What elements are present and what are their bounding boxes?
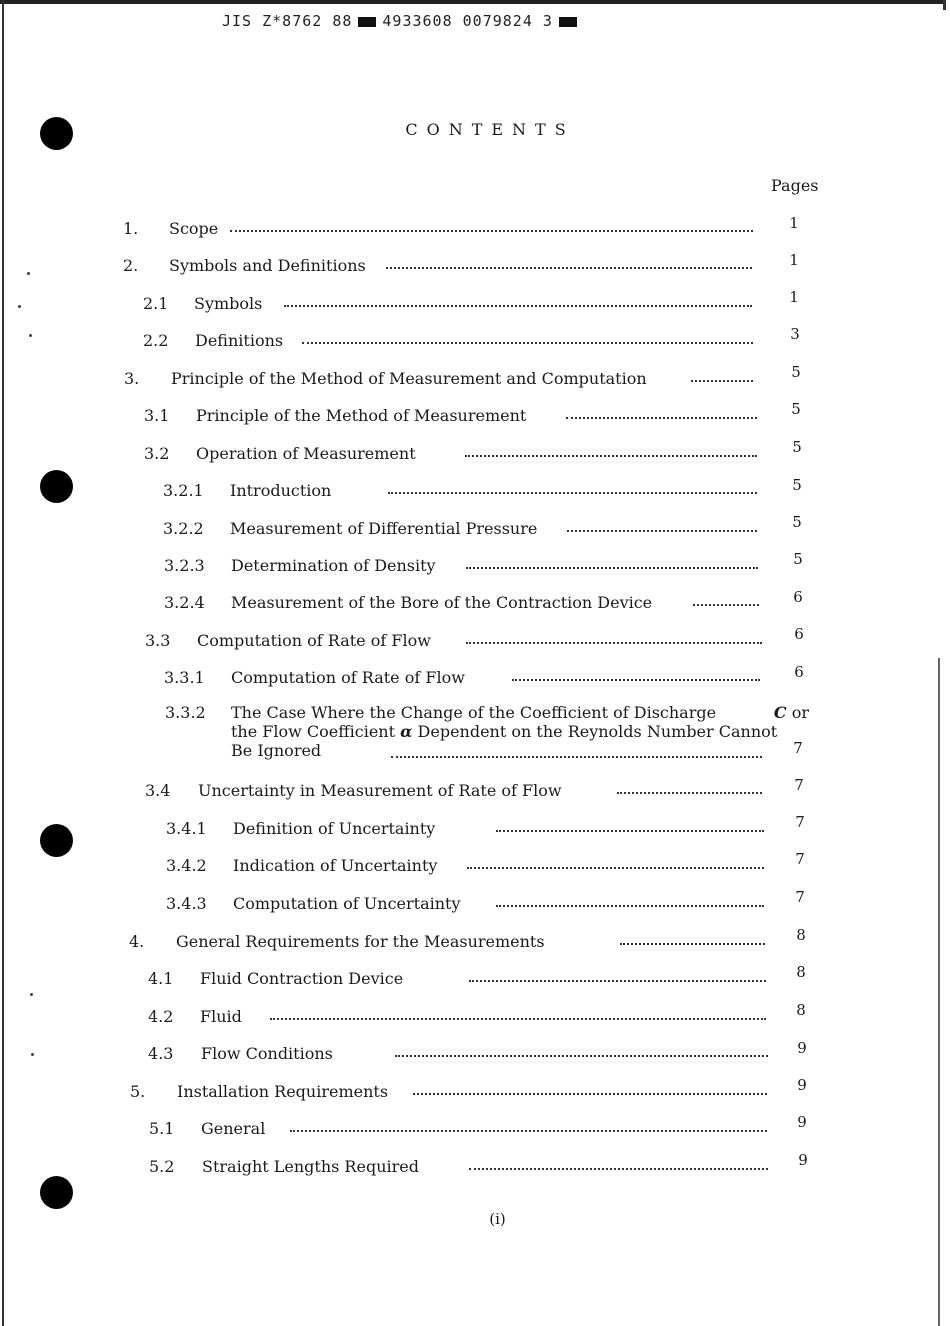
toc-label-part: Be Ignored [231,741,322,760]
leader-dots [465,439,757,463]
toc-label: Fluid [200,1007,242,1026]
toc-entry [144,439,416,463]
toc-number: 1. [123,219,139,238]
toc-entry [144,401,526,425]
toc-page-number: 8 [796,963,806,981]
page-title: CONTENTS [405,120,575,139]
leader-dots [230,214,753,238]
leader-dots [566,401,757,425]
toc-entry [163,514,537,538]
toc-page-number: 5 [792,438,802,456]
toc-number: 3.4.3 [166,894,207,913]
toc-number: 2. [123,256,139,275]
toc-entry [149,1114,265,1138]
toc-page-number: 1 [789,251,799,269]
leader-dots [620,927,765,951]
toc-page-number: 8 [796,926,806,944]
toc-number: 3.4 [145,781,171,800]
toc-label-part: or [791,703,809,722]
toc-page-number: 5 [792,476,802,494]
page-edge-top [0,0,946,4]
toc-number: 5.1 [149,1119,175,1138]
toc-label: General [201,1119,266,1138]
toc-page-number: 6 [794,625,804,643]
scan-speck [31,1053,34,1056]
header-code [222,12,583,30]
toc-entry [164,551,436,575]
symbol-alpha: α [400,722,413,741]
leader-dots [467,851,764,875]
leader-dots [466,551,758,575]
toc-number: 3.2.2 [163,519,204,538]
punch-hole [40,470,73,503]
scan-speck [30,993,33,996]
toc-page-number: 5 [793,550,803,568]
leader-dots [302,326,753,350]
toc-page-number: 3 [790,325,800,343]
leader-dots [270,1002,766,1026]
leader-dots [284,289,752,313]
toc-page-number: 6 [793,588,803,606]
toc-label-part: the Flow Coefficient [231,722,396,741]
toc-label: Operation of Measurement [196,444,416,463]
leader-dots [693,588,759,612]
toc-number: 3.2.1 [163,481,204,500]
toc-page-number: 7 [795,850,805,868]
toc-page-number: 9 [797,1076,807,1094]
toc-entry [164,663,465,687]
toc-number: 3.1 [144,406,170,425]
punch-hole [40,1176,73,1209]
toc-number: 3.2 [144,444,170,463]
pages-column-label: Pages [771,176,819,195]
toc-page-number: 5 [791,400,801,418]
toc-page-number: 9 [798,1151,808,1169]
header-block-mark [559,17,577,27]
toc-label: Definition of Uncertainty [233,819,436,838]
toc-page-number: 7 [794,776,804,794]
leader-dots [617,776,762,800]
toc-label-part: Dependent on the Reynolds Number Cannot [417,722,778,741]
toc-label: Introduction [230,481,332,500]
toc-page-number: 9 [797,1113,807,1131]
toc-label: Fluid Contraction Device [200,969,404,988]
toc-entry [166,814,435,838]
toc-entry [145,626,431,650]
page-edge-right [943,0,946,10]
toc-label: Definitions [195,331,284,350]
toc-page-number: 5 [792,513,802,531]
toc-page-number: 9 [797,1039,807,1057]
toc-label: Uncertainty in Measurement of Rate of Flow [198,781,562,800]
leader-dots [413,1077,767,1101]
toc-number: 3.2.4 [164,593,205,612]
toc-label: Straight Lengths Required [202,1157,419,1176]
leader-dots [290,1114,767,1138]
toc-label: Determination of Density [231,556,436,575]
toc-entry [123,214,218,238]
toc-entry [145,776,562,800]
page-number-footer: (i) [489,1210,506,1228]
leader-dots [469,964,766,988]
toc-number: 3.4.2 [166,856,207,875]
header-block-mark [358,17,376,27]
toc-entry [166,889,461,913]
punch-hole [40,824,73,857]
toc-entry [149,1152,419,1176]
toc-entry [143,326,283,350]
toc-label: Measurement of the Bore of the Contraction Device [231,593,653,612]
toc-label: Computation of Uncertainty [233,894,461,913]
toc-number: 4.2 [148,1007,174,1026]
toc-label: Flow Conditions [201,1044,333,1063]
toc-number: 3.3 [145,631,171,650]
toc-label: Principle of the Method of Measurement and Computation [171,369,647,388]
toc-page-number: 8 [796,1001,806,1019]
toc-number: 3.2.3 [164,556,205,575]
symbol-c: C [773,703,787,722]
toc-label-line [231,703,809,722]
toc-number: 4.3 [148,1044,174,1063]
leader-dots [391,740,762,764]
toc-number: 5.2 [149,1157,175,1176]
toc-page-number: 7 [795,888,805,906]
toc-number: 5. [130,1082,146,1101]
toc-page-number: 7 [795,813,805,831]
leader-dots [388,476,757,500]
toc-label: Principle of the Method of Measurement [196,406,527,425]
toc-entry [130,1077,388,1101]
toc-page-number: 6 [794,663,804,681]
toc-label-part: The Case Where the Change of the Coefficient of Discharge [231,703,717,722]
toc-page-number: 5 [791,363,801,381]
toc-number: 4.1 [148,969,174,988]
toc-entry [166,851,437,875]
header-code-middle: 4933608 0079824 3 [382,12,553,30]
toc-label: Symbols and Definitions [169,256,366,275]
toc-page-number: 7 [793,739,803,757]
toc-entry [163,476,331,500]
toc-entry [129,927,545,951]
toc-entry [148,1039,333,1063]
toc-page-number: 1 [789,288,799,306]
page-edge-left [2,0,4,1326]
toc-label: Scope [169,219,219,238]
toc-label-line [231,722,821,741]
leader-dots [386,251,752,275]
toc-entry [164,588,652,612]
leader-dots [512,663,760,687]
toc-number: 3.4.1 [166,819,207,838]
scan-speck [27,272,30,275]
toc-number: 3.3.1 [164,668,205,687]
toc-label: Computation of Rate of Flow [231,668,465,687]
leader-dots [469,1152,768,1176]
toc-entry [123,251,366,275]
toc-label-part [774,703,809,722]
leader-dots [496,814,764,838]
toc-entry [148,1002,242,1026]
leader-dots [567,514,757,538]
header-code-left: JIS Z*8762 88 [222,12,353,30]
toc-number: 3. [124,369,140,388]
toc-entry [124,364,647,388]
toc-number: 2.2 [143,331,169,350]
leader-dots [691,364,753,388]
toc-number: 2.1 [143,294,169,313]
toc-label: Symbols [194,294,263,313]
toc-entry [143,289,262,313]
scan-speck [29,334,32,337]
toc-label: Computation of Rate of Flow [197,631,431,650]
toc-label: Installation Requirements [177,1082,389,1101]
toc-page-number: 1 [789,214,799,232]
toc-entry [148,964,403,988]
leader-dots [496,889,764,913]
toc-number: 4. [129,932,145,951]
toc-label: General Requirements for the Measurements [176,932,545,951]
leader-dots [395,1039,768,1063]
leader-dots [466,626,762,650]
scan-speck [18,305,21,308]
toc-label: Indication of Uncertainty [233,856,438,875]
toc-number: 3.3.2 [165,703,206,722]
toc-label: Measurement of Differential Pressure [230,519,538,538]
